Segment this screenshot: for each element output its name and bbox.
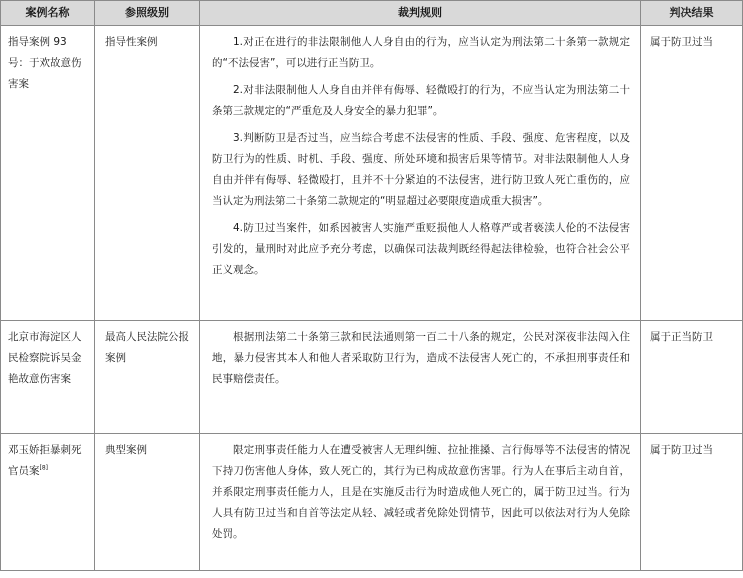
case-level: 指导性案例 bbox=[105, 36, 158, 48]
result-cell bbox=[641, 321, 743, 434]
case-name-cell bbox=[1, 321, 95, 434]
rule-paragraph: 根据刑法第二十条第三款和民法通则第一百二十八条的规定，公民对深夜非法闯入住地，暴力侵害其本人和他人者采取防卫行为，造成不法侵害人死亡的，不承担刑事责任和民事赔偿责任。 bbox=[212, 331, 630, 385]
rule-paragraph: 3.判断防卫是否过当，应当综合考虑不法侵害的性质、手段、强度、危害程度，以及防卫行为的性质、时机、手段、强度、所处环境和损害后果等情节。对非法限制他人人身自由并伴有侮辱、轻微殴打，且并不十分紧迫的不法侵害，进行防卫致人死亡重伤的，应当认定为刑法第二十条第二款规定的“明显超过必要限度造成重大损害”。 bbox=[212, 132, 630, 207]
case-level: 最高人民法院公报案例 bbox=[105, 331, 189, 364]
table-row bbox=[1, 434, 743, 571]
case-result: 属于正当防卫 bbox=[650, 331, 713, 343]
footnote-marker: [8] bbox=[39, 464, 48, 472]
rule-paragraph: 2.对非法限制他人人身自由并伴有侮辱、轻微殴打的行为，不应当认定为刑法第二十条第三款规定的“严重危及人身安全的暴力犯罪”。 bbox=[212, 84, 630, 117]
case-name: 北京市海淀区人民检察院诉吴金艳故意伤害案 bbox=[8, 331, 82, 385]
rule-paragraph: 4.防卫过当案件，如系因被害人实施严重贬损他人人格尊严或者亵渎人伦的不法侵害引发的，量刑时对此应予充分考虑，以确保司法裁判既经得起法律检验，也符合社会公平正义观念。 bbox=[212, 222, 630, 276]
table-row bbox=[1, 26, 743, 321]
header-result: 判决结果 bbox=[641, 1, 743, 26]
rule-paragraph: 限定刑事责任能力人在遭受被害人无理纠缠、拉扯推搡、言行侮辱等不法侵害的情况下持刀伤害他人身体，致人死亡的，其行为已构成故意伤害罪。行为人在事后主动自首，并系限定刑事责任能力人，且是在实施反击行为时造成他人死亡的，属于防卫过当。行为人具有防卫过当和自首等法定从轻、减轻或者免除处罚情节，因此可以依法对行为人免除处罚。 bbox=[212, 444, 630, 540]
case-name: 邓玉娇拒暴刺死官员案 bbox=[8, 444, 82, 477]
level-cell bbox=[95, 26, 200, 321]
rule-cell bbox=[200, 26, 641, 321]
rule-paragraph: 1.对正在进行的非法限制他人人身自由的行为，应当认定为刑法第二十条第一款规定的“不法侵害”，可以进行正当防卫。 bbox=[212, 36, 630, 69]
result-cell bbox=[641, 434, 743, 571]
case-result: 属于防卫过当 bbox=[650, 36, 713, 48]
header-row bbox=[1, 1, 743, 26]
case-result: 属于防卫过当 bbox=[650, 444, 713, 456]
case-name: 指导案例 93 号：于欢故意伤害案 bbox=[8, 36, 82, 90]
rule-cell bbox=[200, 434, 641, 571]
level-cell bbox=[95, 434, 200, 571]
header-level: 参照级别 bbox=[95, 1, 200, 26]
result-cell bbox=[641, 26, 743, 321]
header-case-name: 案例名称 bbox=[1, 1, 95, 26]
rule-cell bbox=[200, 321, 641, 434]
case-level: 典型案例 bbox=[105, 444, 147, 456]
case-name-cell bbox=[1, 434, 95, 571]
level-cell bbox=[95, 321, 200, 434]
case-name-cell bbox=[1, 26, 95, 321]
table-row bbox=[1, 321, 743, 434]
header-rule: 裁判规则 bbox=[200, 1, 641, 26]
